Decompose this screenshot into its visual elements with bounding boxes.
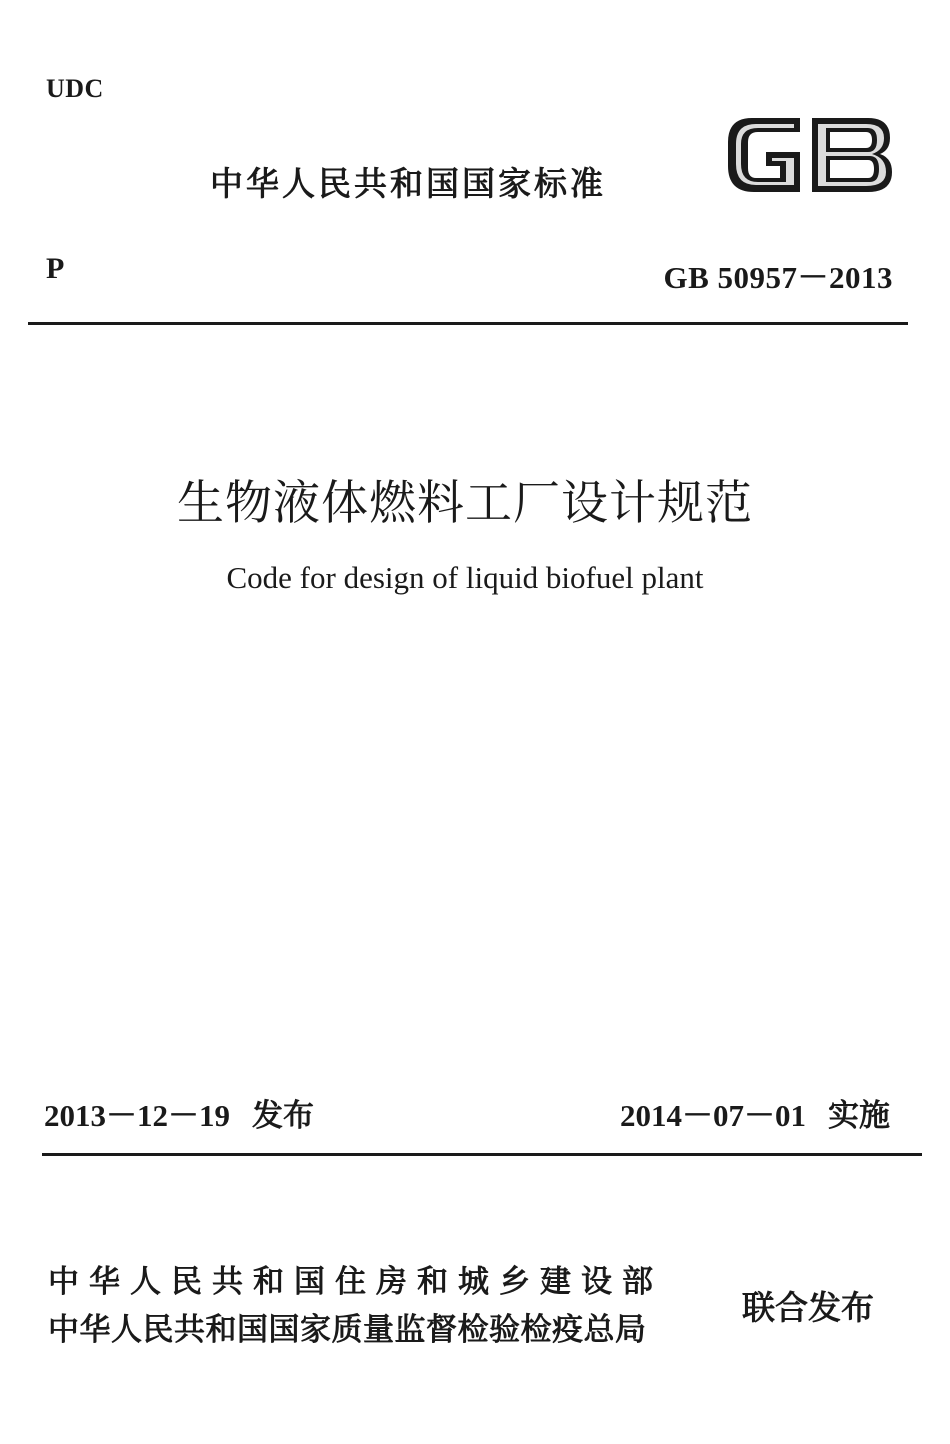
top-divider <box>28 322 908 325</box>
udc-label: UDC <box>46 74 104 103</box>
national-standard-heading: 中华人民共和国国家标准 <box>210 164 606 203</box>
issue-date-block <box>44 1090 314 1135</box>
joint-issue-label: 联合发布 <box>742 1288 874 1327</box>
gb-logo <box>722 108 894 200</box>
title-chinese: 生物液体燃料工厂设计规范 <box>177 476 753 531</box>
gb-logo-icon <box>722 108 894 200</box>
issue-date: 2013－12－19 <box>44 1098 230 1133</box>
bottom-divider <box>42 1153 922 1156</box>
standard-number: GB 50957－2013 <box>663 260 893 295</box>
implement-label: 实施 <box>828 1098 890 1134</box>
implement-date-block <box>620 1090 890 1135</box>
issuer-ministry-housing: 中华人民共和国住房和城乡建设部 <box>48 1264 663 1300</box>
implement-date: 2014－07－01 <box>620 1098 806 1133</box>
title-english: Code for design of liquid biofuel plant <box>226 560 704 595</box>
category-label: P <box>46 252 65 285</box>
issue-label: 发布 <box>252 1098 314 1134</box>
issuer-aqsiq: 中华人民共和国国家质量监督检验检疫总局 <box>48 1312 647 1348</box>
